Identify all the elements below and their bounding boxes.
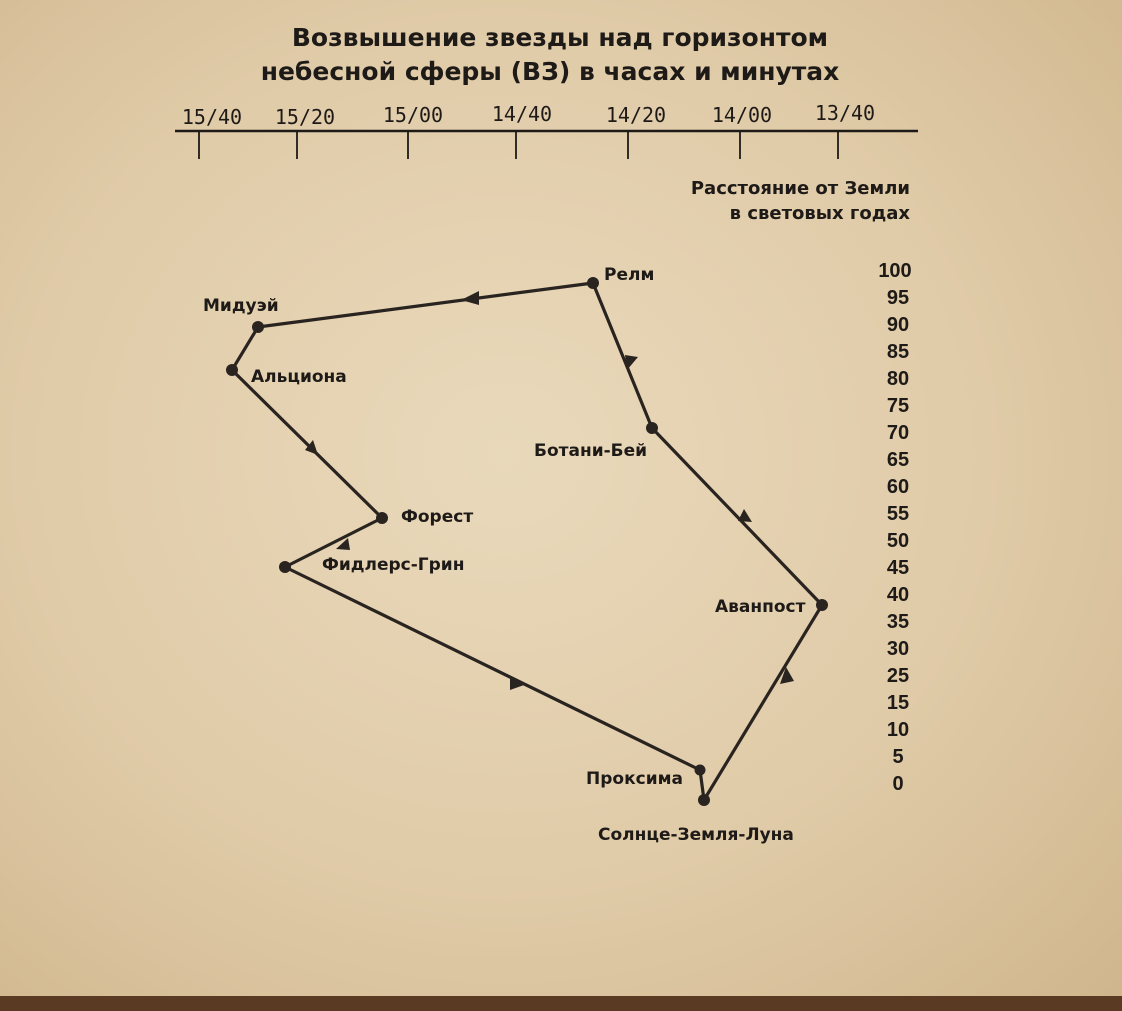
ra-tick-labels <box>182 101 875 129</box>
distance-tick-label: 5 <box>892 746 904 768</box>
route-arrow-icon <box>738 509 752 522</box>
distance-tick-label: 35 <box>886 611 910 633</box>
distance-tick-label: 40 <box>886 584 910 606</box>
route-arrow-icon <box>510 677 527 690</box>
star-dot-fiddlers <box>279 561 291 573</box>
star-dot-realm <box>587 277 599 289</box>
distance-axis-label-line2: в световых годах <box>729 203 910 224</box>
ra-tick-label: 15/00 <box>382 103 444 127</box>
star-points <box>226 277 828 806</box>
route-line <box>232 283 822 800</box>
star-label-forest: Форест <box>401 507 474 527</box>
star-label-midway: Мидуэй <box>203 296 279 316</box>
star-label-avanpost: Аванпост <box>715 597 806 617</box>
star-label-realm: Релм <box>604 265 655 285</box>
distance-tick-label: 15 <box>886 692 910 714</box>
star-label-proxima: Проксима <box>586 769 683 789</box>
distance-tick-label: 100 <box>878 260 912 282</box>
ra-tick-label: 14/40 <box>491 102 553 126</box>
star-label-botany: Ботани-Бей <box>534 441 648 461</box>
distance-tick-label: 50 <box>886 530 910 552</box>
distance-tick-label: 75 <box>886 395 910 417</box>
route-arrows <box>305 291 794 690</box>
star-dot-avanpost <box>816 599 828 611</box>
star-label-sun: Солнце-Земля-Луна <box>598 825 794 845</box>
page-bottom-edge <box>0 996 1122 1011</box>
route-arrow-icon <box>461 291 479 305</box>
ra-tick-marks <box>199 131 838 159</box>
ra-tick-label: 15/40 <box>181 105 243 129</box>
star-dot-proxima <box>695 765 706 776</box>
distance-tick-label: 25 <box>886 665 910 687</box>
ra-tick-label: 14/00 <box>711 103 773 127</box>
distance-tick-label: 85 <box>886 341 910 363</box>
distance-tick-label: 80 <box>886 368 910 390</box>
route-arrow-icon <box>625 355 638 370</box>
distance-tick-label: 10 <box>886 719 910 741</box>
star-dot-midway <box>252 321 264 333</box>
distance-tick-label: 95 <box>886 287 910 309</box>
ra-tick-label: 15/20 <box>274 105 336 129</box>
diagram-title-line1: Возвышение звезды над горизонтом <box>291 23 829 52</box>
star-dot-forest <box>376 512 388 524</box>
distance-tick-labels <box>878 260 911 795</box>
diagram-title-line2: небесной сферы (ВЗ) в часах и минутах <box>260 57 840 86</box>
ra-tick-label: 14/20 <box>605 103 667 127</box>
distance-axis-label-line1: Расстояние от Земли <box>690 178 910 199</box>
distance-tick-label: 70 <box>886 422 910 444</box>
distance-tick-label: 60 <box>886 476 910 498</box>
star-dot-sun <box>698 794 710 806</box>
distance-tick-label: 30 <box>886 638 910 660</box>
ra-tick-label: 13/40 <box>814 101 876 125</box>
distance-tick-label: 90 <box>886 314 910 336</box>
distance-tick-label: 65 <box>886 449 910 471</box>
distance-tick-label: 55 <box>886 503 910 525</box>
star-label-alcyone: Альциона <box>251 367 347 387</box>
star-labels <box>203 265 806 845</box>
star-label-fiddlers: Фидлерс-Грин <box>322 555 465 575</box>
star-dot-botany <box>646 422 658 434</box>
distance-tick-label: 0 <box>892 773 904 795</box>
distance-tick-label: 45 <box>886 557 910 579</box>
star-dot-alcyone <box>226 364 238 376</box>
